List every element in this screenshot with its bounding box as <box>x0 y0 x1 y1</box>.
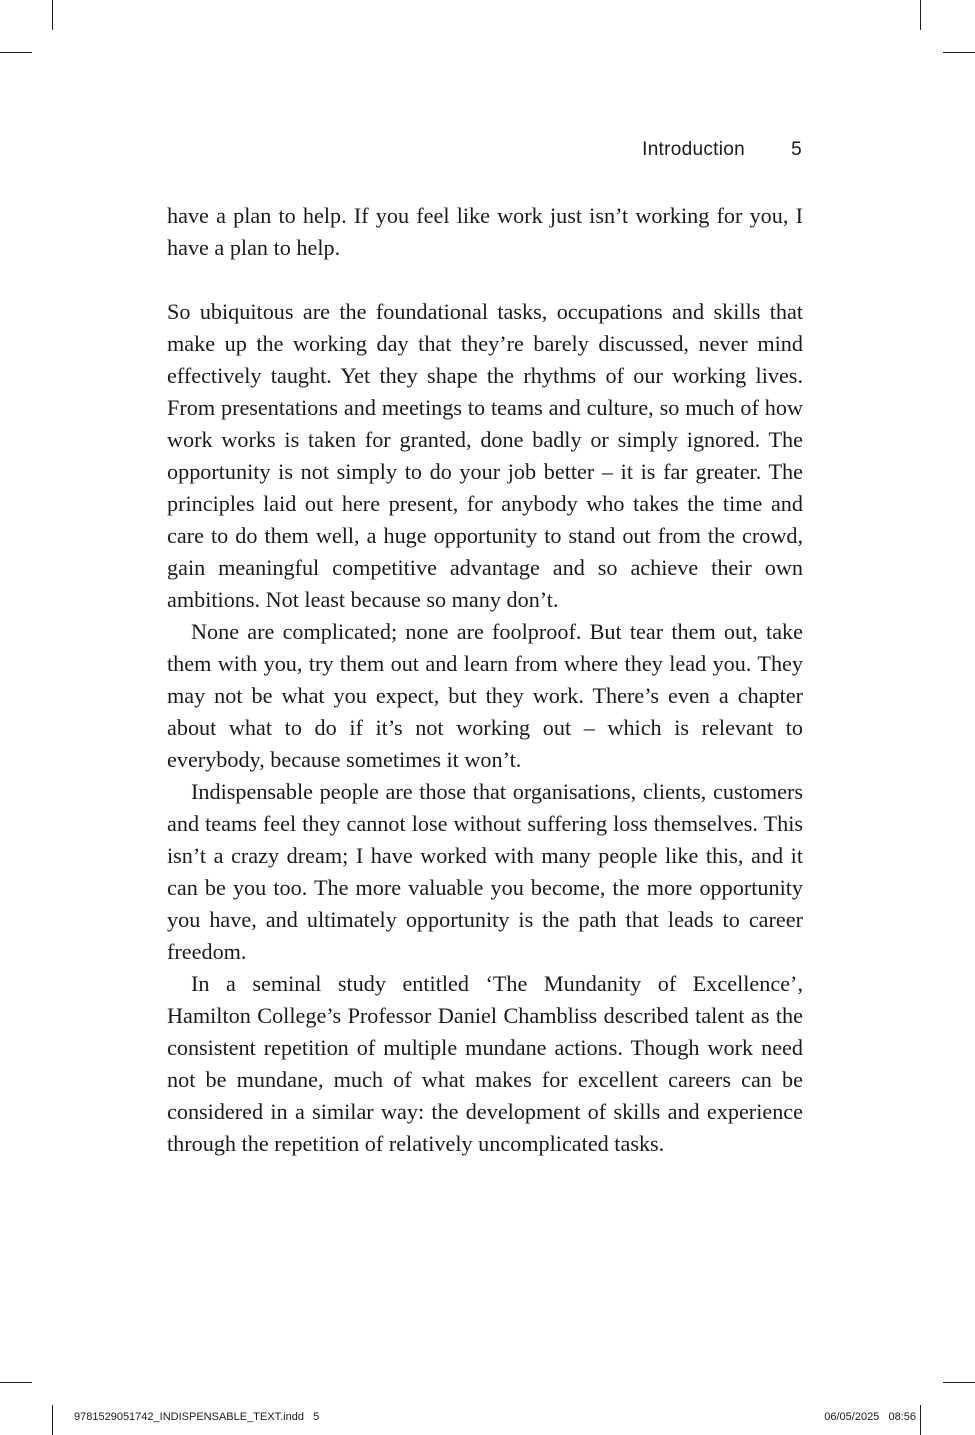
body-text <box>167 200 803 1160</box>
page-number: 5 <box>791 139 802 160</box>
crop-mark-top-right <box>920 0 921 30</box>
crop-mark-top-left-horizontal <box>0 52 32 53</box>
crop-mark-bottom-right <box>920 1405 921 1435</box>
paragraph-continued: have a plan to help. If you feel like work just isn’t working for you, I have a plan to help. <box>167 203 803 260</box>
crop-mark-top-right-horizontal <box>943 52 975 53</box>
paragraph: In a seminal study entitled ‘The Mundanity of Excellence’, Hamilton College’s Professor Daniel Chambliss described talent as the consistent repetition of multiple mundane actions. Though work need not be mundane, much of what makes for excellent careers can be considered in a similar way: the development of skills and experience through the repetition of relatively uncomplicated tasks. <box>167 971 803 1156</box>
crop-mark-bottom-right-horizontal <box>943 1382 975 1383</box>
crop-mark-top-left <box>52 0 53 30</box>
slug-file-name: 9781529051742_INDISPENSABLE_TEXT.indd 5 <box>74 1411 320 1423</box>
paragraph: None are complicated; none are foolproof. But tear them out, take them with you, try them out and learn from where they lead you. They may not be what you expect, but they work. There’s even a chapter about what to do if it’s not working out – which is relevant to everybody, because sometimes it won’t. <box>167 619 803 772</box>
slug-timestamp: 06/05/2025 08:56 <box>824 1411 916 1423</box>
paragraph: Indispensable people are those that organisations, clients, customers and teams feel they cannot lose without suffering loss themselves. This isn’t a crazy dream; I have worked with many people like this, and it can be you too. The more valuable you become, the more opportunity you have, and ultimately opportunity is the path that leads to career freedom. <box>167 779 803 964</box>
paragraph-section-start: So ubiquitous are the foundational tasks, occupations and skills that make up the working day that they’re barely discussed, never mind effectively taught. Yet they shape the rhythms of our working lives. From presentations and meetings to teams and culture, so much of how work works is taken for granted, done badly or simply ignored. The opportunity is not simply to do your job better – it is far greater. The principles laid out here present, for anybody who takes the time and care to do them well, a huge opportunity to stand out from the crowd, gain meaningful competitive advantage and so achieve their own ambitions. Not least because so many don’t. <box>167 299 803 612</box>
running-head <box>560 139 802 165</box>
running-head-title: Introduction <box>642 139 745 160</box>
crop-mark-bottom-left <box>52 1405 53 1435</box>
crop-mark-bottom-left-horizontal <box>0 1382 32 1383</box>
